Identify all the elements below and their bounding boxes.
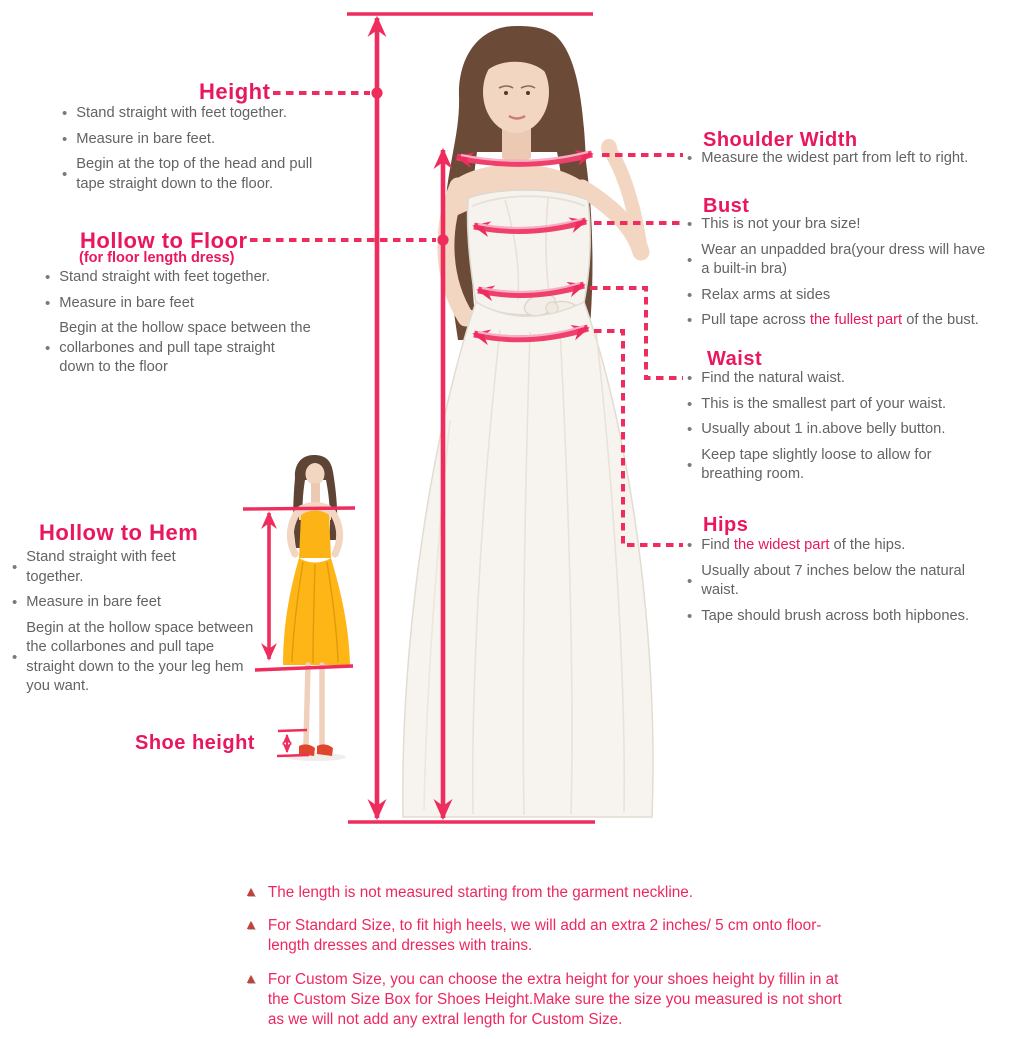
bullet-text: Measure in bare feet.: [76, 130, 216, 147]
hollow-to-floor-connector-dot: [437, 234, 448, 245]
bullet-text: Stand straight with feet together.: [59, 269, 270, 285]
shoe-height-title: Shoe height: [135, 732, 255, 754]
bullet-text: Stand straight with feet together.: [26, 549, 176, 585]
bullet-text-highlight: the widest part: [733, 537, 830, 553]
note-text: For Standard Size, to fit high heels, we will add an extra 2 inches/ 5 cm onto floor-length dresses and dresses with trains.: [267, 917, 822, 955]
bullet-text: Tape should brush across both hipbones.: [701, 607, 970, 624]
hem-top-line: [243, 508, 355, 509]
bullet-text: Wear an unpadded bra(your dress will have a built-in bra): [701, 241, 986, 278]
bullet-item: [62, 130, 334, 150]
bullet-item: [45, 268, 335, 288]
shoulder-width-bullets: [687, 149, 1009, 169]
bullet-item: [12, 619, 272, 697]
bullet-text: This is the smallest part of your waist.: [701, 395, 947, 412]
bullet-text: Begin at the top of the head and pull tape straight down to the floor.: [76, 156, 313, 192]
bullet-dot-icon: •: [687, 286, 693, 304]
notes-list: [244, 883, 856, 1030]
bullet-dot-icon: •: [45, 339, 51, 357]
waist-bullets: [687, 369, 997, 485]
bullet-item: [62, 155, 334, 194]
bullet-dot-icon: •: [45, 294, 51, 312]
bullet-text-pre: Find: [701, 537, 734, 553]
height-connector-dot: [371, 87, 382, 98]
bullet-dot-icon: •: [687, 572, 693, 590]
bullet-item: [12, 548, 272, 587]
bullet-item: [687, 446, 997, 485]
warning-triangle-icon: ▲: [244, 916, 258, 933]
shoulder-width-title: Shoulder Width: [703, 129, 858, 151]
bullet-item: [62, 104, 334, 124]
bullet-text-post: of the hips.: [829, 537, 906, 553]
hollow-to-floor-title: Hollow to Floor: [80, 228, 248, 253]
note-item: [244, 970, 856, 1031]
height-bullets: [62, 104, 334, 194]
bullet-item: [687, 607, 1005, 627]
warning-triangle-icon: ▲: [244, 883, 258, 899]
bullet-text: Measure in bare feet: [26, 594, 161, 611]
hollow-to-hem-title: Hollow to Hem: [39, 520, 199, 545]
hollow-to-floor-subtitle: (for floor length dress): [79, 250, 235, 266]
bullet-dot-icon: •: [62, 105, 68, 123]
hips-title: Hips: [703, 514, 749, 536]
bullet-dot-icon: •: [687, 537, 693, 555]
bullet-dot-icon: •: [687, 370, 693, 388]
bullet-text: Usually about 1 in.above belly button.: [701, 421, 946, 438]
bullet-text: [701, 311, 979, 331]
bullet-text-highlight: the fullest part: [809, 312, 903, 329]
bullet-dot-icon: •: [62, 130, 68, 148]
bullet-item: [687, 369, 997, 389]
bullet-item: [687, 215, 1009, 235]
bullet-dot-icon: •: [12, 594, 18, 612]
bullet-item: [687, 395, 997, 415]
bullet-dot-icon: •: [687, 216, 693, 234]
bullet-item: [687, 286, 1009, 306]
bullet-text: This is not your bra size!: [701, 216, 861, 232]
bullet-text: Measure in bare feet: [59, 294, 194, 311]
bullet-text: Begin at the hollow space between the collarbones and pull tape straight down to the floor: [59, 320, 311, 376]
note-text: The length is not measured starting from the garment neckline.: [267, 884, 693, 901]
hips-bullets: [687, 536, 1005, 626]
bullet-dot-icon: •: [687, 421, 693, 439]
bullet-text-pre: Pull tape across: [701, 312, 810, 329]
bullet-text: Relax arms at sides: [701, 286, 831, 303]
waist-title: Waist: [707, 348, 763, 370]
hollow-to-floor-bullets: [45, 268, 335, 378]
bullet-item: [687, 562, 1005, 601]
note-item: [244, 883, 856, 903]
bullet-item: [687, 149, 1009, 169]
note-text: For Custom Size, you can choose the extra height for your shoes height by fillin in at the Custom Size Box for Shoes Height.Make sure the size you measured is not short as we will not add any extral length for Custom Size.: [267, 970, 842, 1028]
height-title: Height: [199, 79, 271, 104]
petite-model-photo: [283, 455, 350, 761]
bust-title: Bust: [703, 195, 750, 217]
shoe-top-tick: [278, 730, 307, 731]
bullet-text: Keep tape slightly loose to allow for breathing room.: [701, 446, 932, 483]
bullet-item: [12, 593, 272, 613]
bullet-dot-icon: •: [687, 456, 693, 474]
bullet-item: [687, 311, 1009, 331]
bullet-text: Measure the widest part from left to right.: [701, 150, 969, 166]
bullet-dot-icon: •: [687, 150, 693, 168]
bullet-text: [701, 536, 905, 556]
bullet-text: Usually about 7 inches below the natural waist.: [701, 562, 965, 599]
bust-bullets: [687, 215, 1009, 331]
bullet-item: [687, 536, 1005, 556]
bullet-text: Find the natural waist.: [701, 370, 845, 386]
bullet-text: Stand straight with feet together.: [76, 105, 287, 121]
bullet-text: Begin at the hollow space between the collarbones and pull tape straight down to the your leg hem you want.: [26, 619, 254, 695]
shoe-bottom-tick: [277, 755, 309, 756]
bullet-item: [45, 319, 335, 378]
bullet-dot-icon: •: [12, 559, 18, 577]
bullet-dot-icon: •: [687, 395, 693, 413]
warning-triangle-icon: ▲: [244, 969, 258, 986]
model-photo: [403, 26, 653, 817]
bullet-dot-icon: •: [12, 649, 18, 667]
bullet-dot-icon: •: [62, 166, 68, 184]
bullet-item: [687, 241, 1009, 280]
bullet-dot-icon: •: [45, 269, 51, 287]
bullet-text-post: of the bust.: [902, 312, 979, 329]
hollow-to-hem-bullets: [12, 548, 272, 697]
bullet-item: [45, 294, 335, 314]
bullet-dot-icon: •: [687, 312, 693, 330]
bullet-item: [687, 420, 997, 440]
bullet-dot-icon: •: [687, 607, 693, 625]
note-item: [244, 916, 856, 956]
bullet-dot-icon: •: [687, 251, 693, 269]
